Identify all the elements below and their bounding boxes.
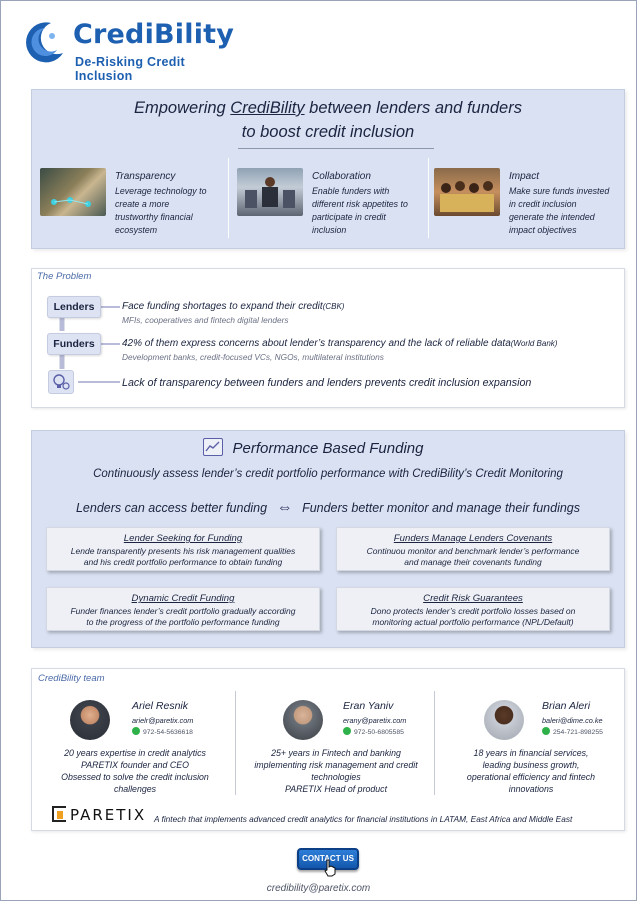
contact-us-button[interactable]: CONTACT US [297, 848, 359, 870]
community-icon [434, 168, 500, 216]
member-name: Brian Aleri [542, 700, 591, 712]
problem-lenders-sub: MFIs, cooperatives and fintech digital lenders [122, 315, 289, 325]
team-separator [235, 691, 236, 795]
hero-title-line2: to boost credit inclusion [241, 123, 415, 141]
problem-funders-main: 42% of them express concerns about lender’s transparency and the lack of reliable data(World Bank) [122, 338, 558, 349]
avatar [70, 700, 110, 740]
brand-logo [21, 17, 241, 83]
problem-panel [31, 268, 625, 408]
handshake-icon [237, 168, 303, 216]
hero-title-line1: Empowering CrediBility between lenders and funders [134, 99, 522, 117]
member-bio: 20 years expertise in credit analytics PARETIX founder and CEO Obsessed to solve the credit inclusion challenges [61, 748, 209, 794]
paretix-logo: PARETIX [70, 806, 147, 824]
card-risk-guarantees: Credit Risk Guarantees Dono protects lender’s credit portfolio losses based on monitoring actual portfolio performance (NPL/Default) [336, 587, 610, 631]
lenders-tag: Lenders [47, 296, 101, 318]
pillar-title-impact: Impact [509, 171, 540, 182]
whatsapp-icon [343, 727, 351, 735]
member-email: erany@paretix.com [343, 716, 407, 725]
divider [238, 148, 434, 149]
pillar-text-impact: Make sure funds invested in credit inclusion generate the intended impact objectives [509, 186, 610, 235]
hand-cursor-icon [323, 859, 337, 877]
column-separator [228, 158, 229, 238]
column-separator [428, 158, 429, 238]
bidirectional-arrow-icon: ⇔ [276, 499, 293, 516]
pillar-title-transparency: Transparency [115, 171, 176, 182]
contact-email[interactable]: credibility@paretix.com [266, 883, 371, 894]
impact-image [434, 168, 500, 216]
collaboration-image [237, 168, 303, 216]
pillar-text-transparency: Leverage technology to create a more trustworthy financial ecosystem [115, 186, 207, 235]
team-label: CrediBility team [38, 673, 105, 684]
brand-tagline: De-Risking Credit Inclusion [75, 55, 185, 83]
whatsapp-icon [542, 727, 550, 735]
member-name: Ariel Resnik [132, 700, 189, 712]
lightbulb-gear-icon [48, 370, 74, 394]
paretix-logo-icon [52, 806, 66, 822]
card-lender-seeking: Lender Seeking for Funding Lende transparently presents his risk management qualities and his credit portfolio performance to obtain funding [46, 527, 320, 571]
member-email: arielr@paretix.com [132, 716, 194, 725]
member-name: Eran Yaniv [343, 700, 394, 712]
member-phone: 254-721-898255 [542, 727, 603, 736]
member-phone: 972-50-6805585 [343, 727, 404, 736]
avatar [484, 700, 524, 740]
pillar-title-collaboration: Collaboration [312, 171, 371, 182]
problem-funders-sub: Development banks, credit-focused VCs, NGOs, multilateral institutions [122, 352, 384, 362]
problem-lenders-main: Face funding shortages to expand their credit(CBK) [122, 301, 345, 312]
member-bio: 25+ years in Fintech and banking implementing risk management and credit technologies PARETIX Head of product [254, 748, 418, 794]
card-dynamic-funding: Dynamic Credit Funding Funder finances lender’s credit portfolio gradually according to the progress of the portfolio performance funding [46, 587, 320, 631]
transparency-image [40, 168, 106, 216]
brand-name: CrediBility [73, 19, 235, 50]
team-separator [434, 691, 435, 795]
whatsapp-icon [132, 727, 140, 735]
paretix-tagline: A fintech that implements advanced credit analytics for financial institutions in LATAM, East Africa and Middle East [154, 814, 573, 824]
pbf-subtitle: Continuously assess lender’s credit portfolio performance with CrediBility’s Credit Monitoring [93, 468, 563, 480]
pillar-text-collaboration: Enable funders with different risk appetites to participate in credit inclusion [312, 186, 408, 235]
member-phone: 972-54-5636618 [132, 727, 193, 736]
hero-panel [31, 89, 625, 249]
funders-tag: Funders [47, 333, 101, 355]
team-panel [31, 668, 625, 831]
problem-label: The Problem [37, 271, 92, 282]
avatar [283, 700, 323, 740]
member-bio: 18 years in financial services, leading business growth, operational efficiency and fintech innovations [466, 748, 596, 794]
problem-gap-main: Lack of transparency between funders and lenders prevents credit inclusion expansion [122, 377, 532, 389]
pbf-panel [31, 430, 625, 648]
crescent-logo-icon [21, 19, 67, 65]
card-funders-manage: Funders Manage Lenders Covenants Continuou monitor and benchmark lender’s performance and manage their covenants funding [336, 527, 610, 571]
member-email: baleri@dime.co.ke [542, 716, 603, 725]
pbf-title: Performance Based Funding [232, 440, 424, 457]
pbf-value-line: Lenders can access better funding ⇔ Funders better monitor and manage their fundings [75, 499, 581, 516]
network-icon [40, 168, 106, 216]
